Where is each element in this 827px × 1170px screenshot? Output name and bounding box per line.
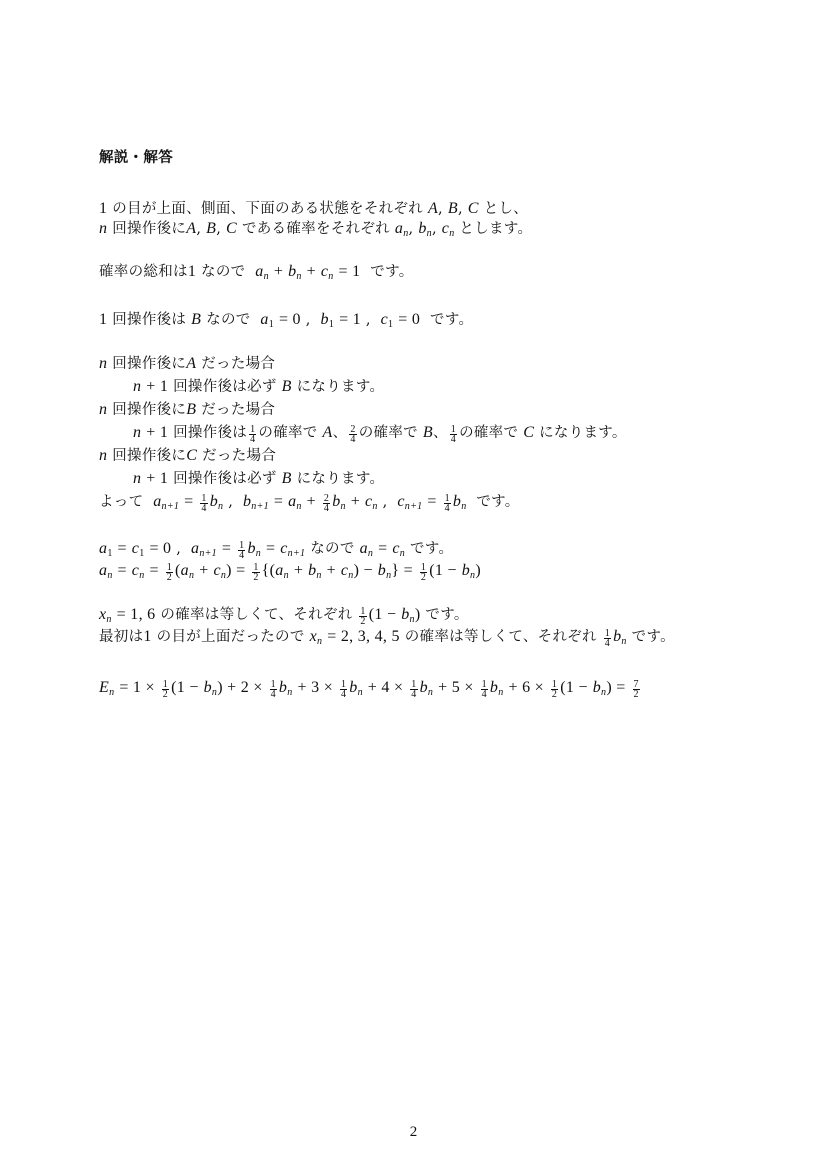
fraction: $\frac{1}{4}$	[411, 679, 417, 700]
fraction: $\frac{2}{4}$	[323, 493, 330, 514]
fraction: $\frac{1}{4}$	[481, 679, 487, 700]
expectation-formula: $E_n = 1$ × $\frac{1}{2}$ $(1 - b_n) + 2$ × $\frac{1}{4}$ $b_n + 3$ × $\frac{1}{4}$ $b_n + 4$ × $\frac{1}{4}$ $b_n + 5$ × $\frac{1}{4}$ $b_n + 6$ × $\frac{1}{2}$ $(1 - b_n)$ = $\frac{7}{2}$	[99, 679, 639, 700]
fraction: $\frac{1}{4}$	[239, 540, 245, 561]
fraction: $\frac{1}{4}$	[201, 493, 207, 514]
case-c-body: n + 1 回操作後は必ず B になります。	[133, 470, 385, 487]
fraction: $\frac{1}{4}$	[340, 679, 347, 700]
probability-faces-2-5: 最初は1 の目が上面だったので $x_n = 2$, 3, 4, 5 の確率は等しくて、それぞれ $\frac{1}{4}$ $b_n$ です。	[99, 628, 675, 649]
case-a-heading: n 回操作後にA だった場合	[99, 355, 276, 372]
paragraph-states-line2: n 回操作後にA, B, C である確率をそれぞれ $a_n$, $b_n$, $c_n$ とします。	[99, 220, 533, 239]
paragraph-initial-values: 1 回操作後は B なので $a_1 = 0$ , $b_1 = 1$ , $c_1 = 0$ です。	[99, 311, 474, 330]
case-a-body: n + 1 回操作後は必ず B になります。	[133, 378, 385, 395]
an-cn-derivation: $a_n = c_n$ = $\frac{1}{2}$ $(a_n + c_n)$ = $\frac{1}{2}$ $\{(a_n + b_n + c_n) - b_n\}$ = $\frac{1}{2}$ $(1 - b_n)$	[99, 562, 481, 583]
fraction: $\frac{1}{2}$	[166, 562, 172, 583]
fraction: $\frac{1}{4}$	[450, 424, 457, 445]
fraction: $\frac{1}{4}$	[250, 424, 256, 445]
case-b-body: n + 1 回操作後は $\frac{1}{4}$ の確率で A、 $\frac{2}{4}$ の確率で B、 $\frac{1}{4}$ の確率で C になります。	[133, 424, 627, 445]
fraction: $\frac{1}{2}$	[360, 606, 366, 627]
fraction: $\frac{1}{2}$	[420, 562, 427, 583]
fraction: $\frac{1}{2}$	[162, 679, 169, 700]
fraction: $\frac{1}{4}$	[444, 493, 450, 514]
fraction: $\frac{1}{4}$	[604, 628, 611, 649]
probability-faces-1-6: $x_n = 1$, 6 の確率は等しくて、それぞれ $\frac{1}{2}$ $(1 - b_n)$ です。	[99, 606, 469, 627]
section-heading: 解説・解答	[99, 150, 173, 166]
case-c-heading: n 回操作後にC だった場合	[99, 447, 277, 464]
recurrence-relations: よって $a_{n+1}$ = $\frac{1}{4}$ $b_n$ , $b_{n+1} = a_n$ + $\frac{2}{4}$ $b_n + c_n$ , $c_{n+1}$ = $\frac{1}{4}$ $b_n$ です。	[99, 493, 520, 514]
symmetry-statement: $a_1 = c_1 = 0$ , $a_{n+1}$ = $\frac{1}{4}$ $b_n = c_{n+1}$ なので $a_n = c_n$ です。	[99, 540, 454, 561]
case-b-heading: n 回操作後にB だった場合	[99, 401, 276, 418]
paragraph-states-line1: 1 の目が上面、側面、下面のある状態をそれぞれ A, B, C とし、	[99, 200, 529, 217]
fraction: $\frac{1}{2}$	[253, 562, 259, 583]
paragraph-sum-probability: 確率の総和は1 なので $a_n + b_n + c_n = 1$ です。	[99, 263, 414, 282]
fraction: $\frac{1}{2}$	[551, 679, 558, 700]
fraction: $\frac{7}{2}$	[633, 679, 639, 700]
fraction: $\frac{2}{4}$	[350, 424, 356, 445]
page-number: 2	[409, 1124, 418, 1140]
fraction: $\frac{1}{4}$	[270, 679, 276, 700]
